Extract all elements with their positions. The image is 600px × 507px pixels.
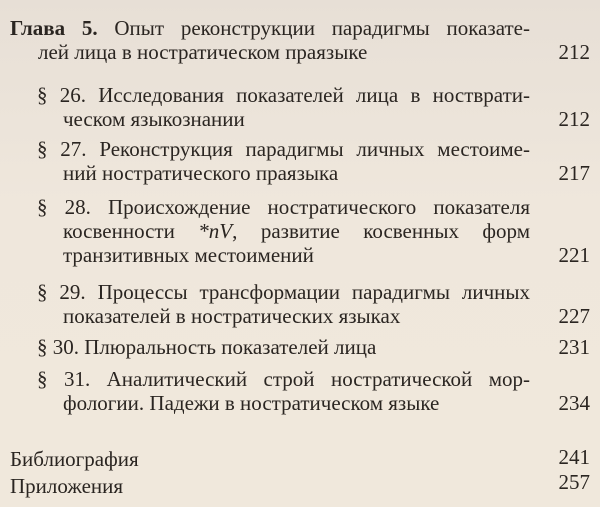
section-30-entry: [37, 335, 530, 359]
bibliography-label: Библиография: [10, 447, 139, 471]
section-28-formula: *nV: [198, 219, 233, 243]
chapter-line-1: [10, 16, 530, 40]
section-31-page-number: 234: [558, 391, 590, 415]
chapter-entry: [10, 16, 530, 64]
section-29-line-1: § 29. Процессы трансформации парадигмы личных: [37, 280, 530, 304]
section-30-page-number: 231: [558, 335, 590, 359]
section-28-entry: [37, 195, 530, 267]
section-30-line-1: § 30. Плюральность показателей лица: [37, 335, 377, 359]
chapter-page-number: 212: [558, 40, 590, 64]
chapter-title-line-2: лей лица в ностратическом праязыке: [38, 40, 368, 64]
section-28-line-2-start: косвенности: [63, 219, 199, 243]
section-27-line-1: § 27. Реконструкция парадигмы личных местоиме-: [37, 137, 530, 161]
bibliography-entry: [10, 447, 490, 471]
chapter-label: Глава 5.: [10, 16, 98, 40]
section-28-page-number: 221: [558, 243, 590, 267]
section-26-entry: [37, 83, 530, 131]
section-26-line-1: § 26. Исследования показателей лица в ностврати-: [37, 83, 530, 107]
section-26-line-2: ческом языкознании: [63, 107, 245, 131]
section-26-page-number: 212: [558, 107, 590, 131]
section-28-line-3: транзитивных местоимений: [63, 243, 314, 267]
section-31-line-2: фологии. Падежи в ностратическом языке: [63, 391, 440, 415]
bibliography-page-number: 241: [558, 445, 590, 469]
section-27-line-2: ний ностратического праязыка: [63, 161, 339, 185]
section-28-line-2: [37, 219, 530, 243]
section-31-line-1: § 31. Аналитический строй ностратической мор-: [37, 367, 530, 391]
section-31-entry: [37, 367, 530, 415]
chapter-title-line-1: Опыт реконструкции парадигмы показате-: [114, 16, 530, 40]
appendix-entry: [10, 474, 490, 498]
appendix-page-number: 257: [558, 470, 590, 494]
section-28-line-2-end: , развитие косвенных форм: [232, 219, 530, 243]
section-28-line-1: § 28. Происхождение ностратического показателя: [37, 195, 530, 219]
section-29-line-2: показателей в ностратических языках: [63, 304, 401, 328]
section-29-page-number: 227: [558, 304, 590, 328]
section-29-entry: [37, 280, 530, 328]
appendix-label: Приложения: [10, 474, 124, 498]
section-27-entry: [37, 137, 530, 185]
section-27-page-number: 217: [558, 161, 590, 185]
